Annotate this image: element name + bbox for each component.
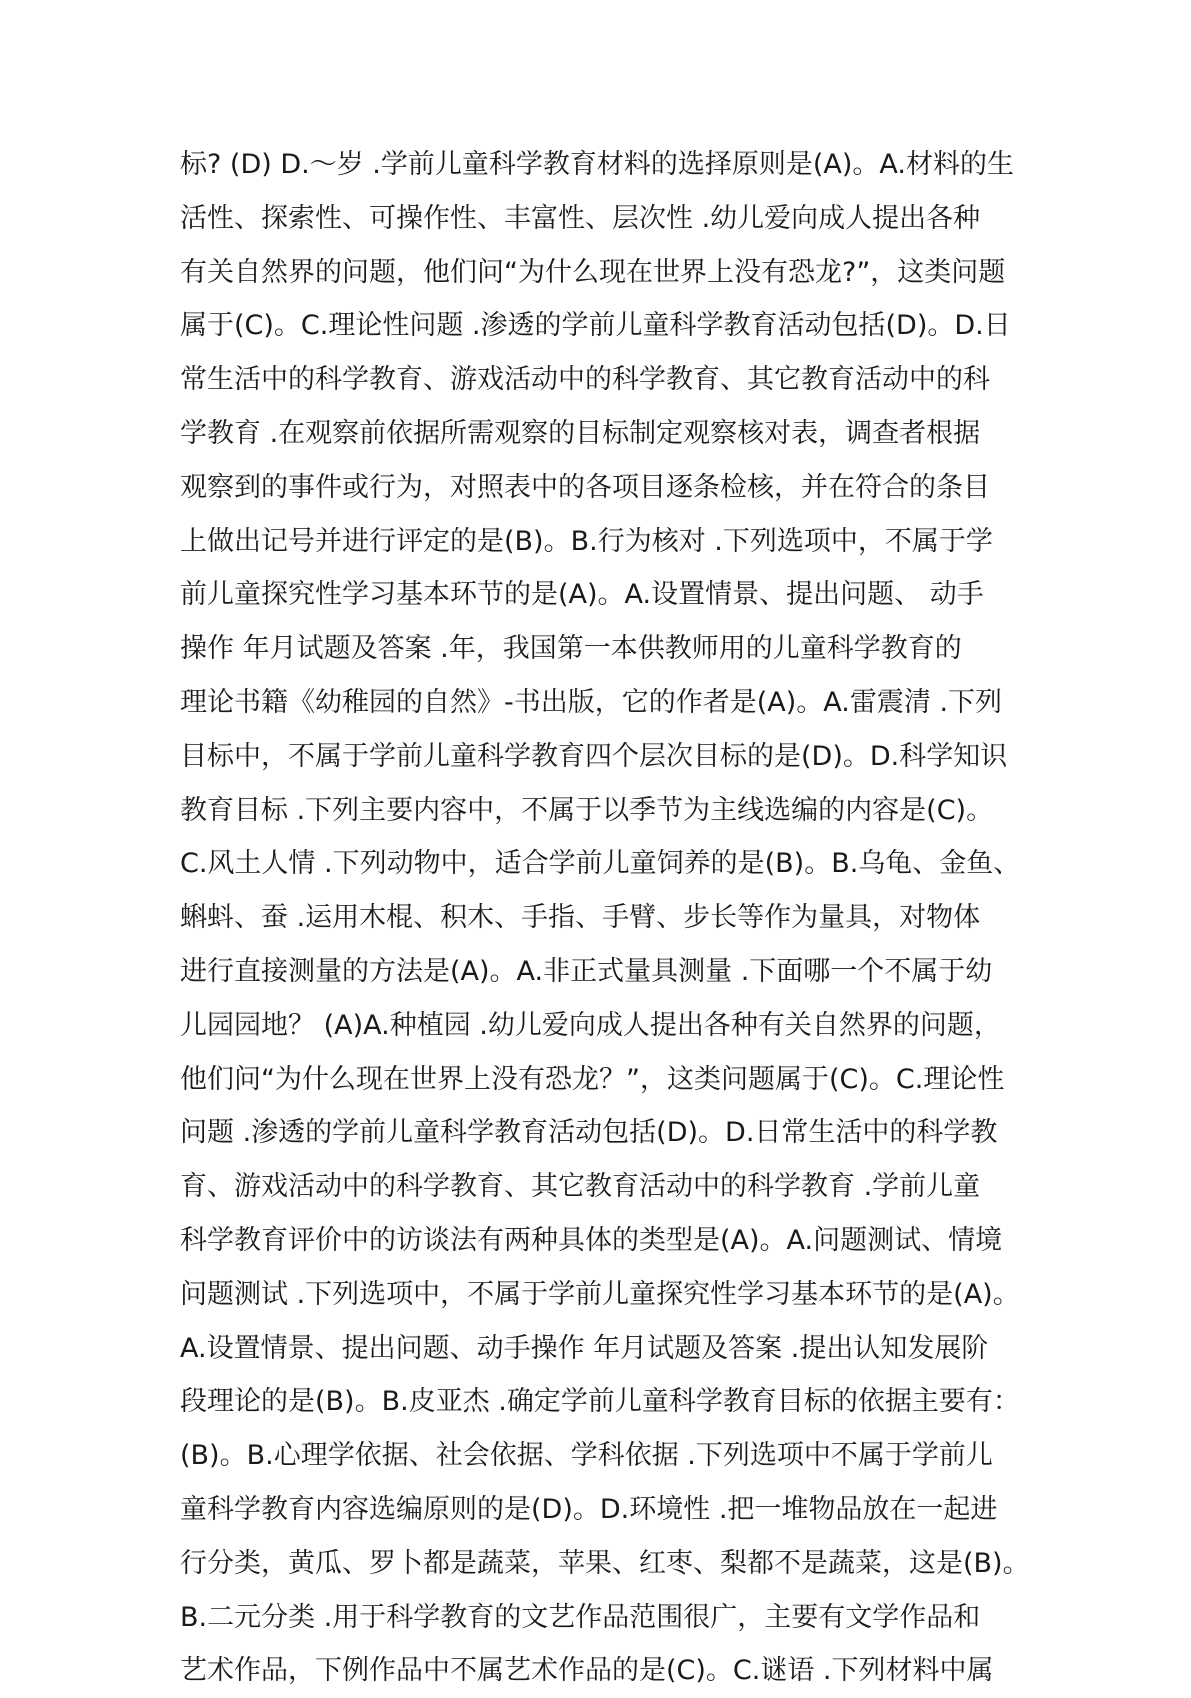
text-line: (B)。B.心理学依据、社会依据、学科依据 .下列选项中不属于学前儿	[180, 1440, 993, 1472]
text-line: B.二元分类 .用于科学教育的文艺作品范围很广，主要有文学作品和	[180, 1601, 981, 1633]
text-line: 蝌蚪、蚕 .运用木棍、积木、手指、手臂、步长等作为量具，对物体	[180, 902, 981, 934]
text-line: 观察到的事件或行为，对照表中的各项目逐条检核，并在符合的条目	[180, 471, 990, 503]
text-line: 科学教育评价中的访谈法有两种具体的类型是(A)。A.问题测试、情境	[180, 1224, 1003, 1256]
text-line: 问题 .渗透的学前儿童科学教育活动包括(D)。D.日常生活中的科学教	[180, 1117, 998, 1149]
text-line: 目标中，不属于学前儿童科学教育四个层次目标的是(D)。D.科学知识	[180, 740, 1008, 772]
text-line: 儿园园地？ (A)A.种植园 .幼儿爱向成人提出各种有关自然界的问题，	[180, 1009, 1001, 1041]
text-line: 育、游戏活动中的科学教育、其它教育活动中的科学教育 .学前儿童	[180, 1171, 981, 1203]
text-line: 他们问“为什么现在世界上没有恐龙？”，这类问题属于(C)。C.理论性	[180, 1063, 1005, 1095]
text-line: 理论书籍《幼稚园的自然》-书出版，它的作者是(A)。A.雷震清 .下列	[180, 686, 1003, 718]
text-line: 进行直接测量的方法是(A)。A.非正式量具测量 .下面哪一个不属于幼	[180, 955, 993, 987]
text-line: C.风土人情 .下列动物中，适合学前儿童饲养的是(B)。B.乌龟、金鱼、	[180, 848, 1021, 880]
text-line: 标? (D) D.～岁 .学前儿童科学教育材料的选择原则是(A)。A.材料的生	[180, 149, 1015, 180]
text-line: 操作 年月试题及答案 .年，我国第一本供教师用的儿童科学教育的	[180, 633, 962, 665]
text-line: 童科学教育内容选编原则的是(D)。D.环境性 .把一堆物品放在一起进	[180, 1493, 998, 1525]
text-line: 艺术作品，下例作品中不属艺术作品的是(C)。C.谜语 .下列材料中属	[180, 1655, 994, 1687]
body-text	[180, 138, 1040, 1698]
text-line: 行分类，黄瓜、罗卜都是蔬菜，苹果、红枣、梨都不是蔬菜，这是(B)。	[180, 1547, 1030, 1579]
text-line: 学教育 .在观察前依据所需观察的目标制定观察核对表，调查者根据	[180, 417, 981, 449]
text-line: 前儿童探究性学习基本环节的是(A)。A.设置情景、提出问题、 动手	[180, 579, 984, 611]
text-line: 有关自然界的问题，他们问“为什么现在世界上没有恐龙?”，这类问题	[180, 256, 1006, 288]
text-line: 问题测试 .下列选项中，不属于学前儿童探究性学习基本环节的是(A)。	[180, 1278, 1020, 1310]
text-line: 上做出记号并进行评定的是(B)。B.行为核对 .下列选项中，不属于学	[180, 525, 993, 557]
text-line: A.设置情景、提出问题、动手操作 年月试题及答案 .提出认知发展阶	[180, 1332, 989, 1364]
text-line: 常生活中的科学教育、游戏活动中的科学教育、其它教育活动中的科	[180, 364, 990, 396]
text-line: 属于(C)。C.理论性问题 .渗透的学前儿童科学教育活动包括(D)。D.日	[180, 310, 1011, 342]
text-line: 活性、探索性、可操作性、丰富性、层次性 .幼儿爱向成人提出各种	[180, 202, 981, 234]
text-line: 段理论的是(B)。B.皮亚杰 .确定学前儿童科学教育目标的依据主要有：	[180, 1386, 1020, 1418]
text-line: 教育目标 .下列主要内容中，不属于以季节为主线选编的内容是(C)。	[180, 794, 994, 826]
